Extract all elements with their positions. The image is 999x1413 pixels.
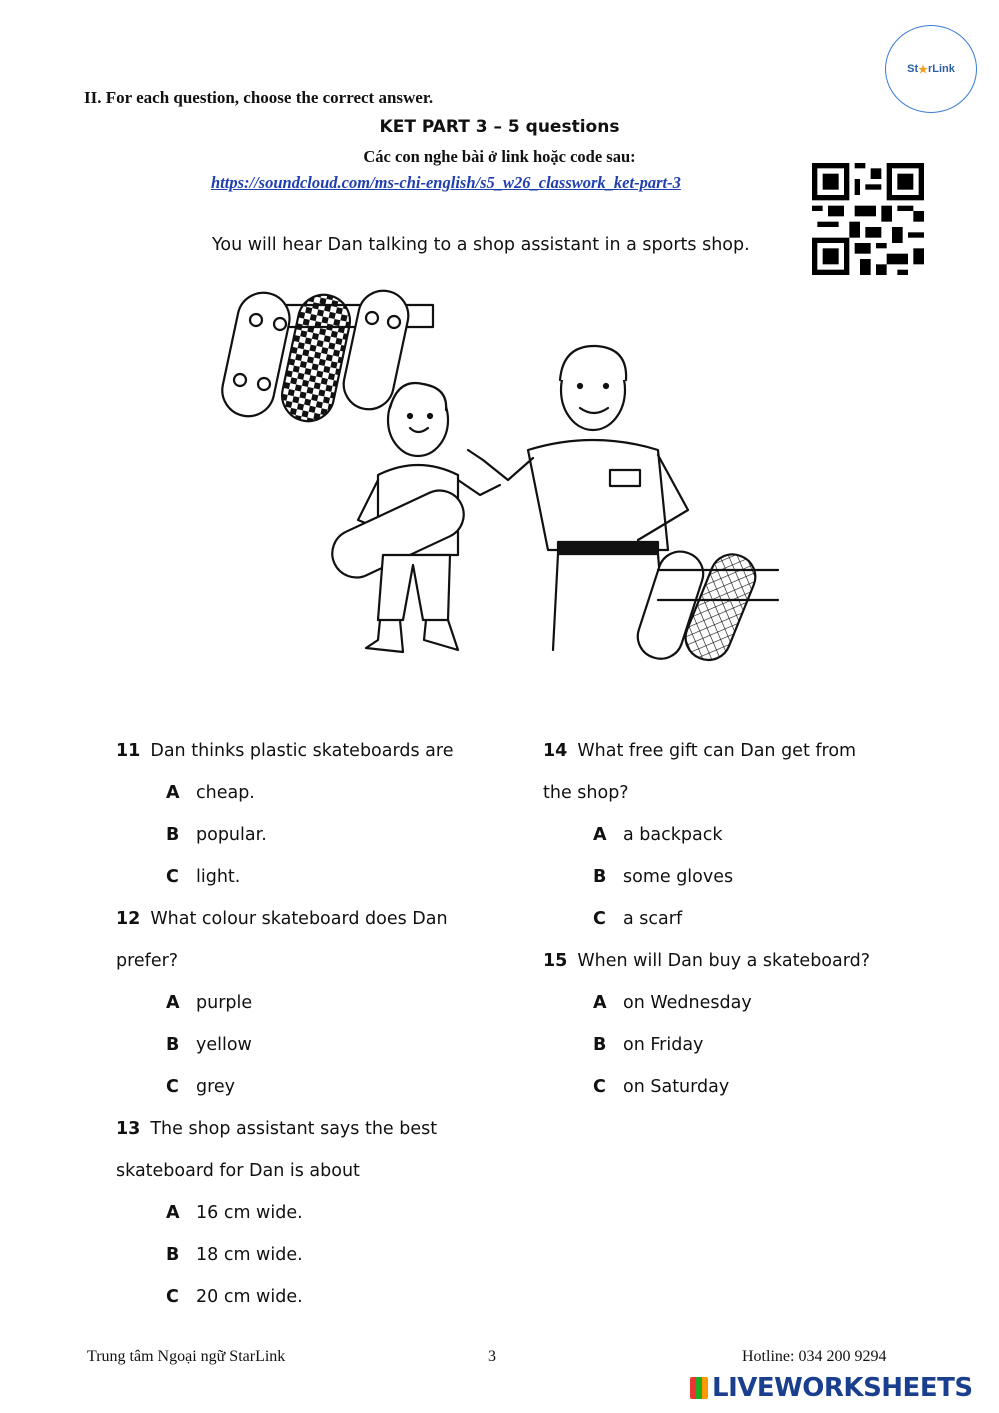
answer-option[interactable]: A cheap. <box>166 783 255 803</box>
answer-option[interactable]: A a backpack <box>593 825 723 845</box>
qr-code-icon <box>812 163 924 275</box>
questions-left-column <box>116 730 516 1318</box>
section-title: II. For each question, choose the correct answer. <box>84 88 434 107</box>
listening-instruction: Các con nghe bài ở link hoặc code sau: <box>363 147 636 166</box>
starlink-logo: St ★ rLink <box>885 25 977 113</box>
answer-option[interactable]: C light. <box>166 867 241 887</box>
answer-option[interactable]: B popular. <box>166 825 267 845</box>
question-12: 12 What colour skateboard does Dan prefer? A purple B yellow C grey <box>116 898 516 1108</box>
footer-hotline: Hotline: 034 200 9294 <box>742 1348 887 1365</box>
question-13: 13 The shop assistant says the best skateboard for Dan is about A 16 cm wide. B 18 cm wide. C 20 cm wide. <box>116 1108 516 1318</box>
part-title: KET PART 3 – 5 questions <box>379 117 620 137</box>
liveworksheets-logo-icon <box>690 1377 708 1399</box>
answer-option[interactable]: B on Friday <box>593 1035 704 1055</box>
answer-option[interactable]: B some gloves <box>593 867 734 887</box>
shop-illustration <box>218 280 788 680</box>
liveworksheets-watermark: LIVEWORKSHEETS <box>690 1373 973 1403</box>
answer-option[interactable]: C grey <box>166 1077 236 1097</box>
task-intro: You will hear Dan talking to a shop assistant in a sports shop. <box>212 235 750 255</box>
audio-link[interactable]: https://soundcloud.com/ms-chi-english/s5_w26_classwork_ket-part-3 <box>211 173 681 192</box>
question-11: 11 Dan thinks plastic skateboards are A cheap. B popular. C light. <box>116 730 516 898</box>
answer-option[interactable]: C 20 cm wide. <box>166 1287 303 1307</box>
answer-option[interactable]: C a scarf <box>593 909 683 929</box>
answer-option[interactable]: A purple <box>166 993 253 1013</box>
question-15: 15 When will Dan buy a skateboard? A on Wednesday B on Friday C on Saturday <box>543 940 923 1108</box>
answer-option[interactable]: B yellow <box>166 1035 252 1055</box>
answer-option[interactable]: C on Saturday <box>593 1077 730 1097</box>
answer-option[interactable]: B 18 cm wide. <box>166 1245 303 1265</box>
page-number: 3 <box>488 1348 496 1365</box>
questions-right-column <box>543 730 923 1108</box>
answer-option[interactable]: A on Wednesday <box>593 993 752 1013</box>
footer-center-name: Trung tâm Ngoại ngữ StarLink <box>87 1348 286 1365</box>
answer-option[interactable]: A 16 cm wide. <box>166 1203 303 1223</box>
question-14: 14 What free gift can Dan get from the shop? A a backpack B some gloves C a scarf <box>543 730 923 940</box>
